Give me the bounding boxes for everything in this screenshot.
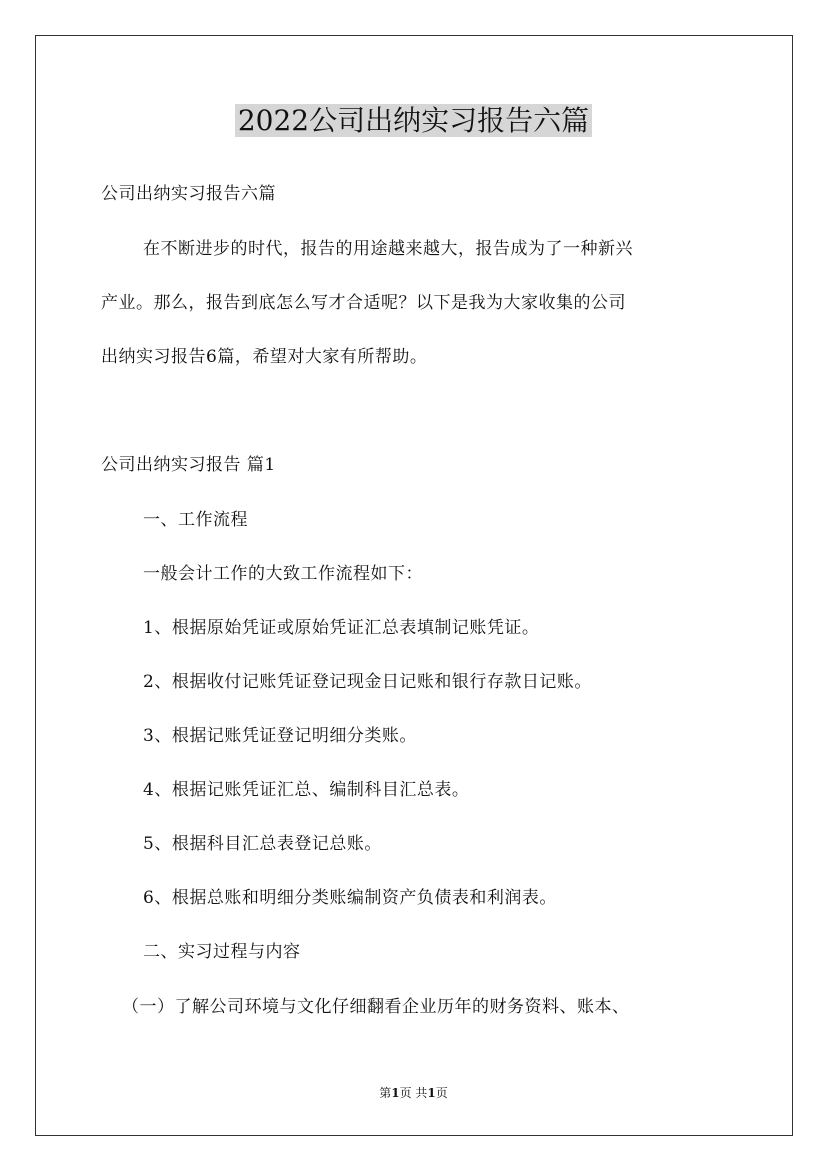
- list-item: 1、根据原始凭证或原始凭证汇总表填制记账凭证。: [143, 618, 540, 638]
- footer-suffix: 页: [435, 1086, 448, 1100]
- page-footer: [0, 1085, 827, 1101]
- footer-page-number: 1: [391, 1086, 400, 1100]
- list-item: 5、根据科目汇总表登记总账。: [143, 834, 382, 854]
- subheading: 一、工作流程: [143, 510, 248, 530]
- paragraph-line: 出纳实习报告6篇，希望对大家有所帮助。: [101, 347, 428, 367]
- paragraph-line: 在不断进步的时代，报告的用途越来越大，报告成为了一种新兴: [143, 239, 633, 259]
- list-item: 4、根据记账凭证汇总、编制科目汇总表。: [143, 780, 470, 800]
- list-item: 2、根据收付记账凭证登记现金日记账和银行存款日记账。: [143, 672, 592, 692]
- footer-prefix: 第: [379, 1086, 392, 1100]
- section-heading: 公司出纳实习报告 篇1: [101, 455, 276, 475]
- footer-middle: 页 共: [399, 1086, 428, 1100]
- paragraph-line: （一）了解公司环境与文化仔细翻看企业历年的财务资料、账本、: [122, 997, 630, 1017]
- list-item: 6、根据总账和明细分类账编制资产负债表和利润表。: [143, 888, 557, 908]
- subheading: 二、实习过程与内容: [143, 942, 301, 962]
- document-title: 2022公司出纳实习报告六篇: [0, 101, 827, 141]
- list-item: 3、根据记账凭证登记明细分类账。: [143, 726, 417, 746]
- paragraph-line: 一般会计工作的大致工作流程如下：: [143, 564, 423, 584]
- paragraph-line: 产业。那么，报告到底怎么写才合适呢？以下是我为大家收集的公司: [101, 293, 626, 313]
- footer-total-pages: 1: [427, 1086, 436, 1100]
- section-heading: 公司出纳实习报告六篇: [101, 184, 276, 204]
